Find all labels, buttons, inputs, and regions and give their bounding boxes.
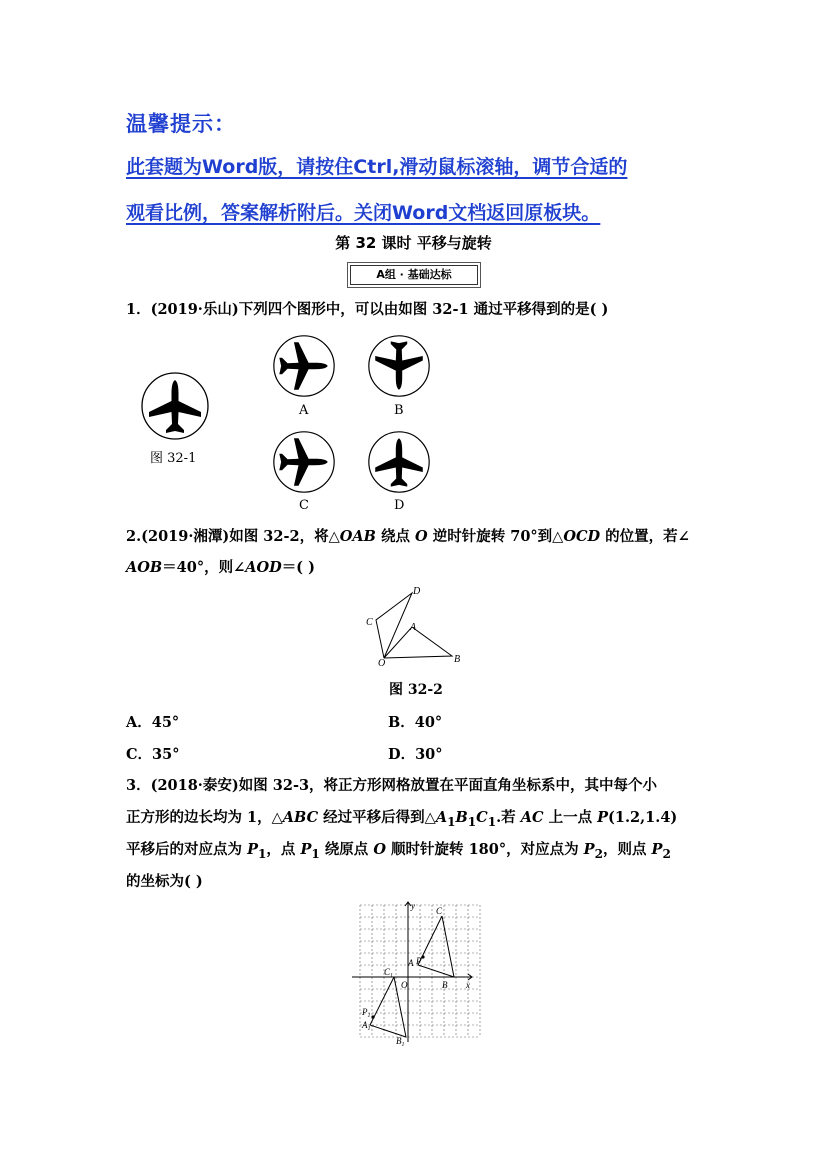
q1-figure-original — [140, 371, 210, 441]
question-3-line-1: 3．(2018·泰安)如图 32-3，将正方形网格放置在平面直角坐标系中，其中每个小 — [126, 777, 658, 794]
label-A: A — [408, 958, 414, 968]
question-3-line-4: 的坐标为( ) — [126, 873, 203, 890]
question-1-text: 1．(2019·乐山)下列四个图形中，可以由如图 32-1 通过平移得到的是( ) — [126, 301, 609, 318]
tip-line-2: 观看比例，答案解析附后。关闭Word文档返回原板块。 — [126, 202, 601, 224]
q1-option-d-figure[interactable] — [367, 430, 431, 494]
figure-32-3 — [350, 900, 480, 1048]
q2-option-a[interactable]: A．45° — [126, 714, 180, 731]
q2-option-c[interactable]: C．35° — [126, 746, 180, 763]
grid — [360, 905, 480, 1037]
axis-x-label: x — [466, 980, 470, 990]
label-O: O — [378, 658, 386, 669]
lesson-title: 第 32 课时 平移与旋转 — [335, 234, 492, 252]
label-C1: $C_1$ — [384, 967, 394, 979]
question-2-line-1: 2.(2019·湘潭)如图 32-2，将△OAB 绕点 O 逆时针旋转 70°到△OCD 的位置，若∠ — [126, 528, 690, 545]
label-C: C — [366, 617, 373, 628]
tip-line-1: 此套题为Word版，请按住Ctrl,滑动鼠标滚轴，调节合适的 — [126, 156, 628, 178]
label-A: A — [410, 622, 417, 633]
question-2-line-2: AOB＝40°，则∠AOD＝( ) — [126, 559, 315, 576]
question-3-line-3: 平移后的对应点为 $P_1$，点 $P_1$ 绕原点 O 顺时针旋转 180°，对应点为 $P_2$，则点 $P_2$ — [126, 841, 671, 861]
figure-32-2-caption: 图 32-2 — [389, 682, 443, 698]
label-B1: $B_1$ — [396, 1036, 405, 1048]
axis-y-label: y — [411, 901, 415, 911]
q2-option-d[interactable]: D．30° — [388, 746, 443, 763]
label-A1: $A_1$ — [362, 1020, 371, 1032]
q2-option-b[interactable]: B．40° — [388, 714, 443, 731]
label-C: C — [436, 906, 443, 916]
figure-32-2 — [360, 584, 470, 669]
tip-title: 温馨提示： — [126, 112, 236, 136]
q1-option-c-label: C — [299, 498, 309, 513]
group-badge: A组 · 基础达标 — [350, 265, 478, 285]
label-P1: $P_1$ — [362, 1007, 371, 1019]
label-O: O — [401, 980, 408, 990]
q1-option-a-figure[interactable] — [272, 334, 336, 398]
label-B: B — [442, 980, 448, 990]
label-P: P — [416, 956, 422, 966]
q1-option-b-label: B — [394, 403, 404, 418]
q1-option-d-label: D — [394, 498, 405, 513]
q1-option-a-label: A — [299, 403, 309, 418]
question-3-line-2: 正方形的边长均为 1，△ABC 经过平移后得到$\triangle A_1B_1C_1$.若 AC 上一点 P(1.2,1.4) — [126, 809, 678, 829]
figure-32-1-caption: 图 32-1 — [150, 451, 197, 466]
label-B: B — [454, 654, 461, 665]
q1-option-b-figure[interactable] — [367, 334, 431, 398]
label-D: D — [413, 586, 421, 597]
q1-option-c-figure[interactable] — [272, 430, 336, 494]
